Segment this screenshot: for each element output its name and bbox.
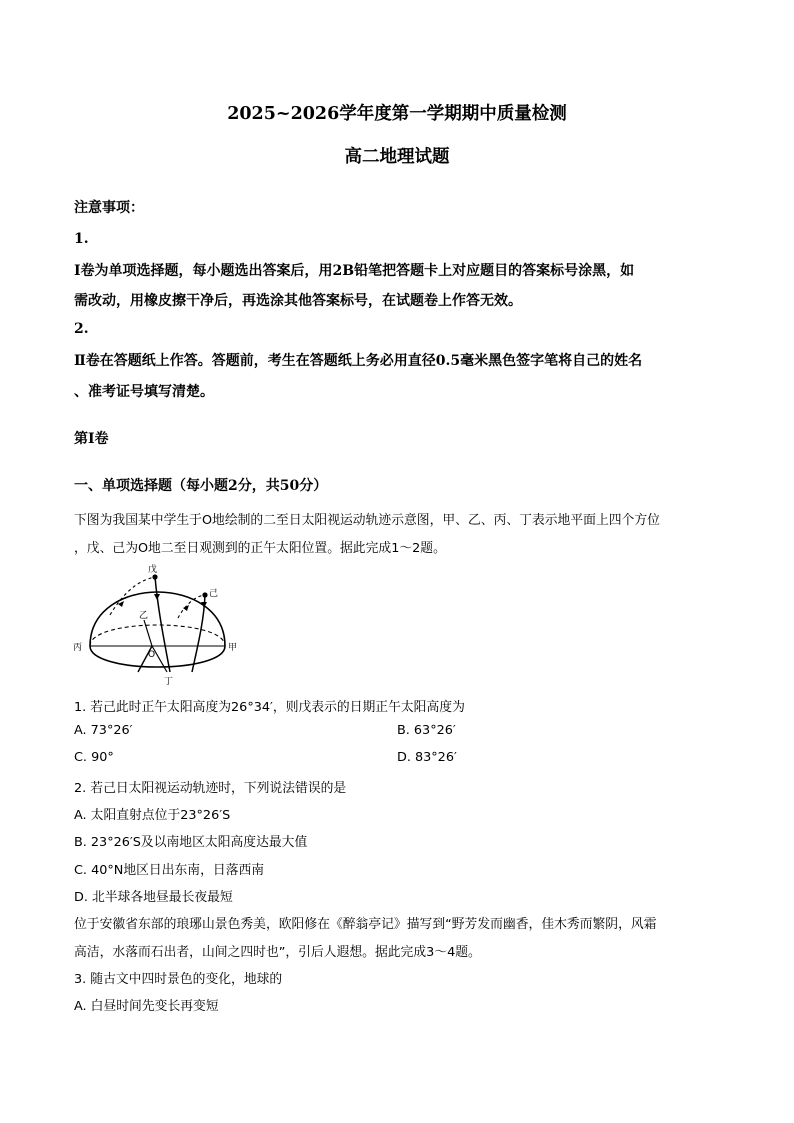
label-ji: 己	[209, 589, 219, 599]
notice-item1-line2: 需改动，用橡皮擦干净后，再选涂其他答案标号，在试题卷上作答无效。	[74, 293, 522, 309]
q2-option-d: D. 北半球各地昼最长夜最短	[74, 890, 233, 905]
exam-subtitle: 高二地理试题	[344, 147, 450, 167]
notice-heading: 注意事项：	[74, 200, 144, 216]
q1-stem: 1. 若己此时正午太阳高度为26°34′，则戊表示的日期正午太阳高度为	[74, 700, 465, 715]
notice-item2-number: 2.	[74, 321, 89, 337]
notice-item2-line2: 、准考证号填写清楚。	[74, 384, 214, 400]
notice-item2-line1: Ⅱ卷在答题纸上作答。答题前，考生在答题纸上务必用直径0.5毫米黑色签字笔将自己的姓名	[74, 353, 643, 369]
label-ding: 丁	[164, 677, 174, 687]
q1-option-b: B. 63°26′	[397, 723, 456, 738]
notice-item1-number: 1.	[74, 231, 89, 247]
horizon-back	[90, 625, 225, 646]
q1-option-a: A. 73°26′	[74, 723, 133, 738]
stem1-line2: ，戊、己为O地二至日观测到的正午太阳位置。据此完成1～2题。	[74, 541, 446, 556]
volume-heading: 第Ⅰ卷	[74, 431, 109, 447]
sun-path-diagram	[70, 560, 245, 688]
sun-path-ji	[192, 595, 205, 672]
arrow-wu-hidden	[118, 601, 124, 607]
q2-option-b: B. 23°26′S及以南地区太阳高度达最大值	[74, 835, 308, 850]
stem1-line1: 下图为我国某中学生于O地绘制的二至日太阳视运动轨迹示意图，甲、乙、丙、丁表示地平面上四个方位	[74, 513, 660, 528]
stem2-line1: 位于安徽省东部的琅琊山景色秀美，欧阳修在《醉翁亭记》描写到“野芳发而幽香，佳木秀而繁阴，风霜	[74, 917, 657, 932]
part-heading: 一、单项选择题（每小题2分，共50分）	[74, 478, 328, 494]
q2-stem: 2. 若己日太阳视运动轨迹时，下列说法错误的是	[74, 781, 347, 796]
q1-option-d: D. 83°26′	[397, 750, 457, 765]
q3-option-a: A. 白昼时间先变长再变短	[74, 999, 219, 1014]
label-o: O	[148, 650, 156, 660]
stem2-line2: 高洁，水落而石出者，山间之四时也”，引后人遐想。据此完成3～4题。	[74, 945, 481, 960]
label-yi: 乙	[139, 611, 149, 621]
arrow-wu	[154, 594, 160, 600]
label-bing: 丙	[73, 643, 83, 653]
line-ding	[144, 620, 152, 646]
label-jia: 甲	[228, 643, 238, 653]
point-wu	[152, 574, 157, 579]
exam-title: 2025~2026学年度第一学期期中质量检测	[227, 104, 567, 124]
q2-option-c: C. 40°N地区日出东南，日落西南	[74, 863, 265, 878]
point-ji	[202, 592, 207, 597]
label-wu: 戊	[148, 565, 158, 575]
sun-path-wu	[155, 577, 170, 672]
q1-option-c: C. 90°	[74, 750, 114, 765]
notice-item1-line1: Ⅰ卷为单项选择题，每小题选出答案后，用2B铅笔把答题卡上对应题目的答案标号涂黑，如	[74, 263, 635, 279]
q2-option-a: A. 太阳直射点位于23°26′S	[74, 808, 231, 823]
q3-stem: 3. 随古文中四时景色的变化，地球的	[74, 972, 283, 987]
